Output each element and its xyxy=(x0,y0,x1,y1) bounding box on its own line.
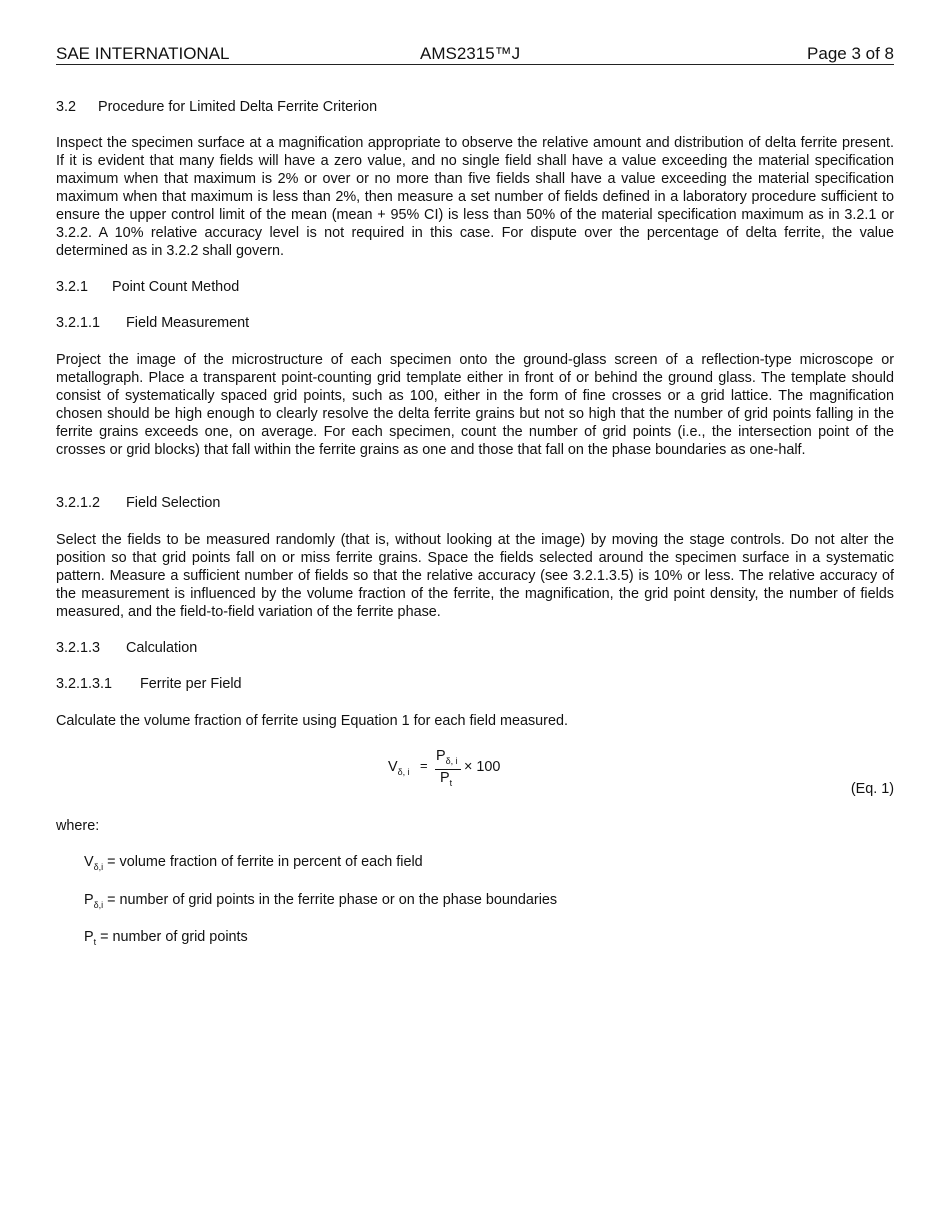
header-doc-id: AMS2315™J xyxy=(420,44,521,63)
paragraph-3-2-1-1: Project the image of the microstructure of each specimen onto the ground-glass screen of a reflection-type microscope or metallograph. Place a transparent point-counting grid template either in front of or behind the ground glass. The template should consist of systematically spaced grid points, such as 100, either in the form of fine crosses or a grid lattice. The magnification chosen should be high enough to clearly resolve the delta ferrite grains but not so high that the number of grid points falling in the ferrite grains exceeds one, on average. For each specimen, count the number of grid points (i.e., the intersection point of the crosses or grid blocks) that fall within the ferrite grains as one and those that fall on the phase boundaries as one-half. xyxy=(56,352,894,458)
section-heading-3-2-1 xyxy=(56,278,239,296)
equation-equals: = xyxy=(420,758,428,773)
equation-label: (Eq. 1) xyxy=(850,781,894,797)
definition-p-t: $P_t$ = number of grid points xyxy=(84,929,248,947)
section-title: Field Measurement xyxy=(126,315,250,331)
where-label: where: xyxy=(56,818,100,834)
section-number: 3.2.1.1 xyxy=(56,315,101,331)
section-heading-3-2-1-3-1 xyxy=(56,675,242,693)
definition-v: $V_{\delta,i}$ = volume fraction of ferrite in percent of each field xyxy=(84,854,423,872)
section-heading-3-2-1-2 xyxy=(56,494,220,512)
page-header xyxy=(56,44,894,65)
equation-numerator: $P_{\delta, i}$ xyxy=(436,748,458,766)
equation-1 xyxy=(388,748,528,792)
section-number: 3.2.1.3.1 xyxy=(56,676,113,692)
section-number: 3.2 xyxy=(56,99,77,115)
section-title: Field Selection xyxy=(126,495,221,511)
header-page-number: Page 3 of 8 xyxy=(807,44,894,63)
section-heading-3-2 xyxy=(56,98,377,116)
section-heading-3-2-1-3 xyxy=(56,639,197,657)
section-heading-3-2-1-1 xyxy=(56,314,249,332)
equation-multiplier: × 100 xyxy=(464,759,501,775)
section-number: 3.2.1.3 xyxy=(56,640,101,656)
section-number: 3.2.1 xyxy=(56,279,89,295)
section-title: Ferrite per Field xyxy=(140,676,242,692)
equation-denominator: $P_t$ xyxy=(440,770,453,788)
section-title: Calculation xyxy=(126,640,198,656)
section-title: Procedure for Limited Delta Ferrite Criterion xyxy=(98,99,378,115)
paragraph-3-2: Inspect the specimen surface at a magnification appropriate to observe the relative amount and distribution of delta ferrite present. If it is evident that many fields will have a zero value, and no single field shall have a value exceeding the material specification maximum when that maximum is 2% or over or no more than five fields shall have a value exceeding the material specification maximum when that maximum is less than 2%, then measure a set number of fields defined in a laboratory procedure sufficient to ensure the upper control limit of the mean (mean + 95% CI) is less than 50% of the material specification maximum as in 3.2.1 or 3.2.2. A 10% relative accuracy level is not required in this case. For dispute over the percentage of delta ferrite, the value determined as in 3.2.2 shall govern. xyxy=(56,135,894,259)
header-org: SAE INTERNATIONAL xyxy=(56,44,230,63)
section-title: Point Count Method xyxy=(112,279,240,295)
paragraph-3-2-1-3-1: Calculate the volume fraction of ferrite using Equation 1 for each field measured. xyxy=(56,713,568,729)
paragraph-3-2-1-2: Select the fields to be measured randomly (that is, without looking at the image) by moving the stage controls. Do not alter the position so that grid points fall on or miss ferrite grains. Space the fields selected around the specimen surface in a systematic pattern. Measure a sufficient number of fields so that the relative accuracy (see 3.2.1.3.5) is 10% or less. The relative accuracy of the measurement is influenced by the volume fraction of the ferrite, the magnification, the grid point density, the number of fields measured, and the field-to-field variation of the ferrite phase. xyxy=(56,532,894,620)
definition-p-delta: $P_{\delta,i}$ = number of grid points in the ferrite phase or on the phase boundaries xyxy=(84,892,558,910)
section-number: 3.2.1.2 xyxy=(56,495,101,511)
equation-lhs: $V_{\delta, i}$ xyxy=(388,759,410,777)
